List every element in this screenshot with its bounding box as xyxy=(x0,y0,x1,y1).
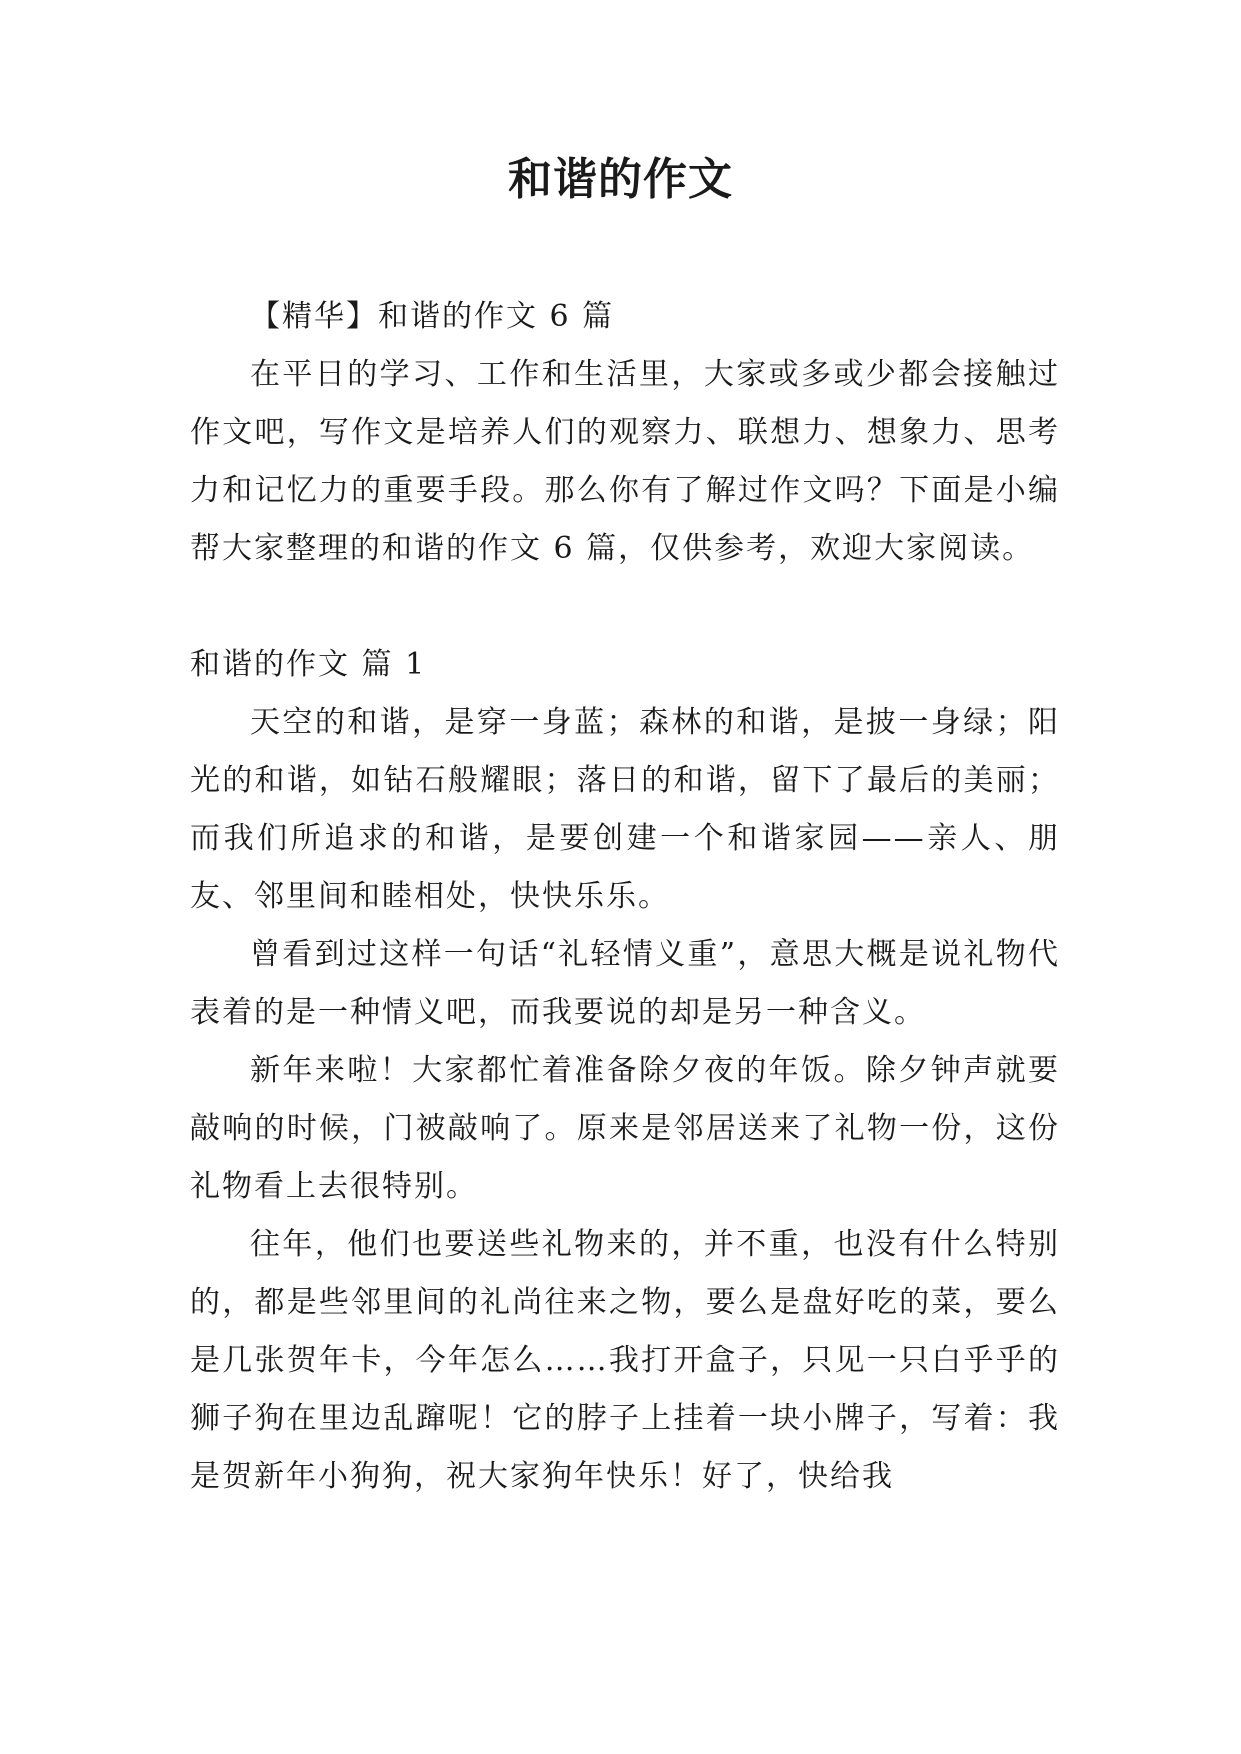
body-paragraph: 往年，他们也要送些礼物来的，并不重，也没有什么特别的，都是些邻里间的礼尚往来之物，要么是盘好吃的菜，要么是几张贺年卡，今年怎么……我打开盒子，只见一只白乎乎的狮子狗在里边乱蹿呢！它的脖子上挂着一块小牌子，写着：我是贺新年小狗狗，祝大家狗年快乐！好了，快给我 xyxy=(190,1227,1060,1494)
section-heading: 和谐的作文 篇 1 xyxy=(190,647,427,682)
intro-paragraph: 在平日的学习、工作和生活里，大家或多或少都会接触过作文吧，写作文是培养人们的观察力、联想力、想象力、思考力和记忆力的重要手段。那么你有了解过作文吗？下面是小编帮大家整理的和谐的作文 6 篇，仅供参考，欢迎大家阅读。 xyxy=(190,357,1060,566)
body-paragraph: 天空的和谐，是穿一身蓝；森林的和谐，是披一身绿；阳光的和谐，如钻石般耀眼；落日的和谐，留下了最后的美丽；而我们所追求的和谐，是要创建一个和谐家园——亲人、朋友、邻里间和睦相处，快快乐乐。 xyxy=(190,705,1060,914)
body-paragraph: 曾看到过这样一句话“礼轻情义重”，意思大概是说礼物代表着的是一种情义吧，而我要说的却是另一种含义。 xyxy=(190,937,1060,1030)
subtitle-line: 【精华】和谐的作文 6 篇 xyxy=(250,299,615,334)
page-title: 和谐的作文 xyxy=(508,154,733,205)
body-paragraph: 新年来啦！大家都忙着准备除夕夜的年饭。除夕钟声就要敲响的时候，门被敲响了。原来是邻居送来了礼物一份，这份礼物看上去很特别。 xyxy=(190,1053,1060,1204)
section-spacer xyxy=(190,578,1060,636)
document-body xyxy=(190,288,1060,1506)
